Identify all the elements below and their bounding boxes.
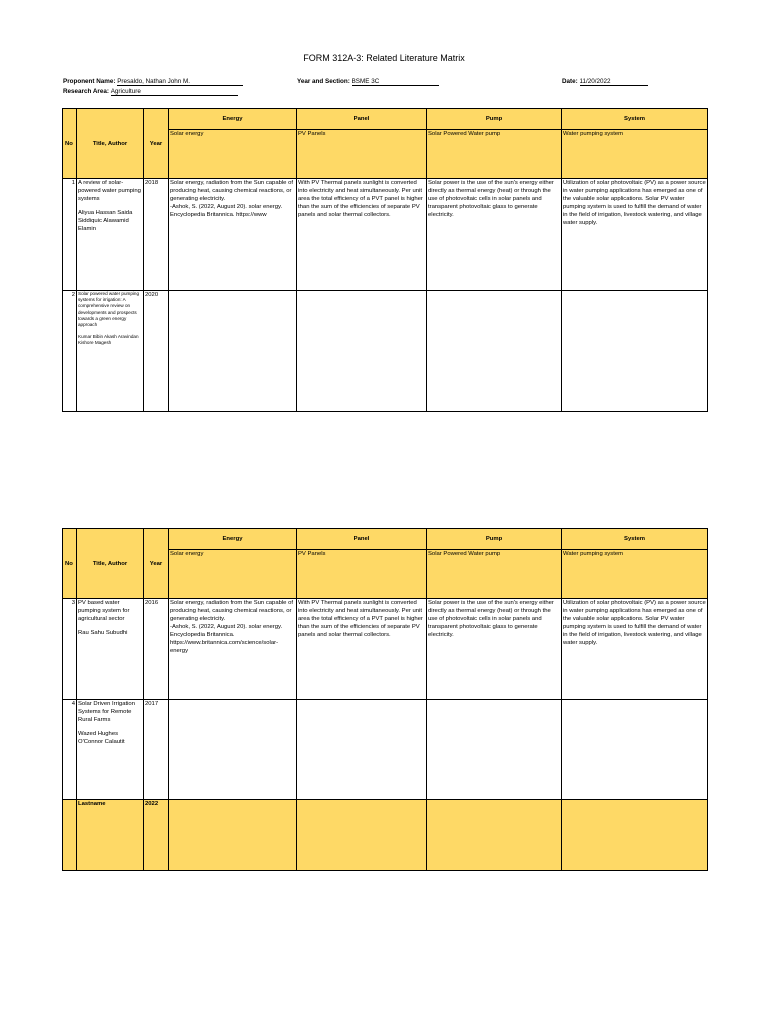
subtopic-panel: PV Panels (297, 130, 427, 179)
header-no: No (63, 109, 77, 179)
table-row (63, 700, 708, 800)
row-pump: Solar power is the use of the sun's energy either directly as thermal energy (heat) or through the use of photovoltaic cells in solar panels and transparent photovoltaic glass to generate electricity. (427, 599, 562, 700)
header-no: No (63, 529, 77, 599)
subtopic-pump: Solar Powered Water pump (427, 550, 562, 599)
row-author: Wazed Hughes O'Connor Calautit (78, 731, 125, 745)
energy-citation: -Ashok, S. (2022, August 20). solar energy. Encyclopedia Britannica. https://www.britannica.com/science/solar-energy (170, 624, 283, 654)
row-title-author (77, 291, 144, 412)
subtopic-pump: Solar Powered Water pump (427, 130, 562, 179)
subtopic-panel: PV Panels (297, 550, 427, 599)
header-system: System (562, 109, 708, 130)
literature-matrix-table-1 (62, 108, 708, 412)
header-pump: Pump (427, 109, 562, 130)
row-title-author (77, 700, 144, 800)
row-year: 2016 (144, 599, 169, 700)
row-year: 2020 (144, 291, 169, 412)
row-system (562, 700, 708, 800)
table-row (63, 291, 708, 412)
row-year: 2018 (144, 179, 169, 291)
row-energy (169, 800, 297, 871)
header-title-author: Title, Author (77, 529, 144, 599)
date-value: 11/20/2022 (580, 78, 648, 86)
date-label: Date: (562, 78, 578, 85)
row-title: Solar powered water pumping systems for irrigation: A comprehensive review on developments and prospects towards a green energy approach (78, 291, 140, 328)
row-pump (427, 700, 562, 800)
form-title: FORM 312A-3: Related Literature Matrix (303, 53, 465, 63)
header-panel: Panel (297, 109, 427, 130)
row-title: Lastname (77, 800, 144, 871)
row-energy (169, 700, 297, 800)
research-area-value: Agriculture (111, 88, 238, 96)
row-energy (169, 179, 297, 291)
row-system (562, 800, 708, 871)
header-year: Year (144, 109, 169, 179)
row-year: 2017 (144, 700, 169, 800)
header-title-author: Title, Author (77, 109, 144, 179)
row-number: 1 (63, 179, 77, 291)
row-number: 2 (63, 291, 77, 412)
row-number: 4 (63, 700, 77, 800)
row-year: 2022 (144, 800, 169, 871)
header-row-categories (63, 529, 708, 550)
row-panel (297, 291, 427, 412)
energy-citation: -Ashok, S. (2022, August 20). solar energy. Encyclopedia Britannica. https://www (170, 204, 283, 218)
literature-matrix-table-2 (62, 528, 708, 871)
subtopic-system: Water pumping system (562, 550, 708, 599)
row-author: Kumar Bibin Akash Aravindan Kishore Magesh (78, 334, 139, 346)
subtopic-system: Water pumping system (562, 130, 708, 179)
row-author: Aliyua Hassan Saida Siddiquic Alawamid Elamin (78, 210, 133, 232)
row-number (63, 800, 77, 871)
row-pump: Solar power is the use of the sun's energy either directly as thermal energy (heat) or through the use of photovoltaic cells in solar panels and transparent photovoltaic glass to generate electricity. (427, 179, 562, 291)
row-pump (427, 291, 562, 412)
proponent-label: Proponent Name: (63, 78, 116, 85)
row-panel: With PV Thermal panels sunlight is converted into electricity and heat simultaneously. Per unit area the total efficiency of a PVT panel is higher than the sum of the efficiencies of separate PV panels and solar thermal collectors. (297, 179, 427, 291)
header-energy: Energy (169, 529, 297, 550)
row-author: Rau Sahu Subudhi (78, 630, 128, 636)
header-row-categories (63, 109, 708, 130)
date (562, 78, 648, 86)
header-pump: Pump (427, 529, 562, 550)
energy-definition: Solar energy, radiation from the Sun capable of producing heat, causing chemical reactions, or generating electricity. (170, 180, 294, 202)
research-area (63, 88, 238, 96)
subtopic-energy: Solar energy (169, 550, 297, 599)
row-title-author (77, 179, 144, 291)
row-panel (297, 800, 427, 871)
row-energy (169, 599, 297, 700)
row-title-author (77, 599, 144, 700)
year-section-label: Year and Section: (297, 78, 350, 85)
research-area-label: Research Area: (63, 88, 109, 95)
row-system: Utilization of solar photovoltaic (PV) as a power source in water pumping applications has emerged as one of the valuable solar applications. Solar PV water pumping system is used to fulfill the demand of water in the field of irrigation, livestock watering, and village water supply. (562, 599, 708, 700)
row-system: Utilization of solar photovoltaic (PV) as a power source in water pumping applications has emerged as one of the valuable solar applications. Solar PV water pumping system is used to fulfill the demand of water in the field of irrigation, livestock watering, and village water supply. (562, 179, 708, 291)
table-row (63, 179, 708, 291)
year-section-value: BSME 3C (352, 78, 439, 86)
row-energy (169, 291, 297, 412)
row-title: PV based water pumping system for agricultural sector (78, 600, 130, 622)
proponent-name (63, 78, 243, 86)
header-system: System (562, 529, 708, 550)
row-title: Solar Driven Irrigation Systems for Remote Rural Farms (78, 701, 135, 723)
row-panel: With PV Thermal panels sunlight is converted into electricity and heat simultaneously. Per unit area the total efficiency of a PVT panel is higher than the sum of the efficiencies of separate PV panels and solar thermal collectors. (297, 599, 427, 700)
energy-definition: Solar energy, radiation from the Sun capable of producing heat, causing chemical reactions, or generating electricity. (170, 600, 294, 622)
proponent-value: Presaldo, Nathan John M. (117, 78, 243, 86)
row-system (562, 291, 708, 412)
row-number: 3 (63, 599, 77, 700)
row-panel (297, 700, 427, 800)
header-year: Year (144, 529, 169, 599)
year-section (297, 78, 439, 86)
table-row (63, 599, 708, 700)
row-title: A review of solar-powered water pumping systems (78, 180, 141, 202)
subtopic-energy: Solar energy (169, 130, 297, 179)
table-row-last (63, 800, 708, 871)
header-panel: Panel (297, 529, 427, 550)
row-pump (427, 800, 562, 871)
header-energy: Energy (169, 109, 297, 130)
